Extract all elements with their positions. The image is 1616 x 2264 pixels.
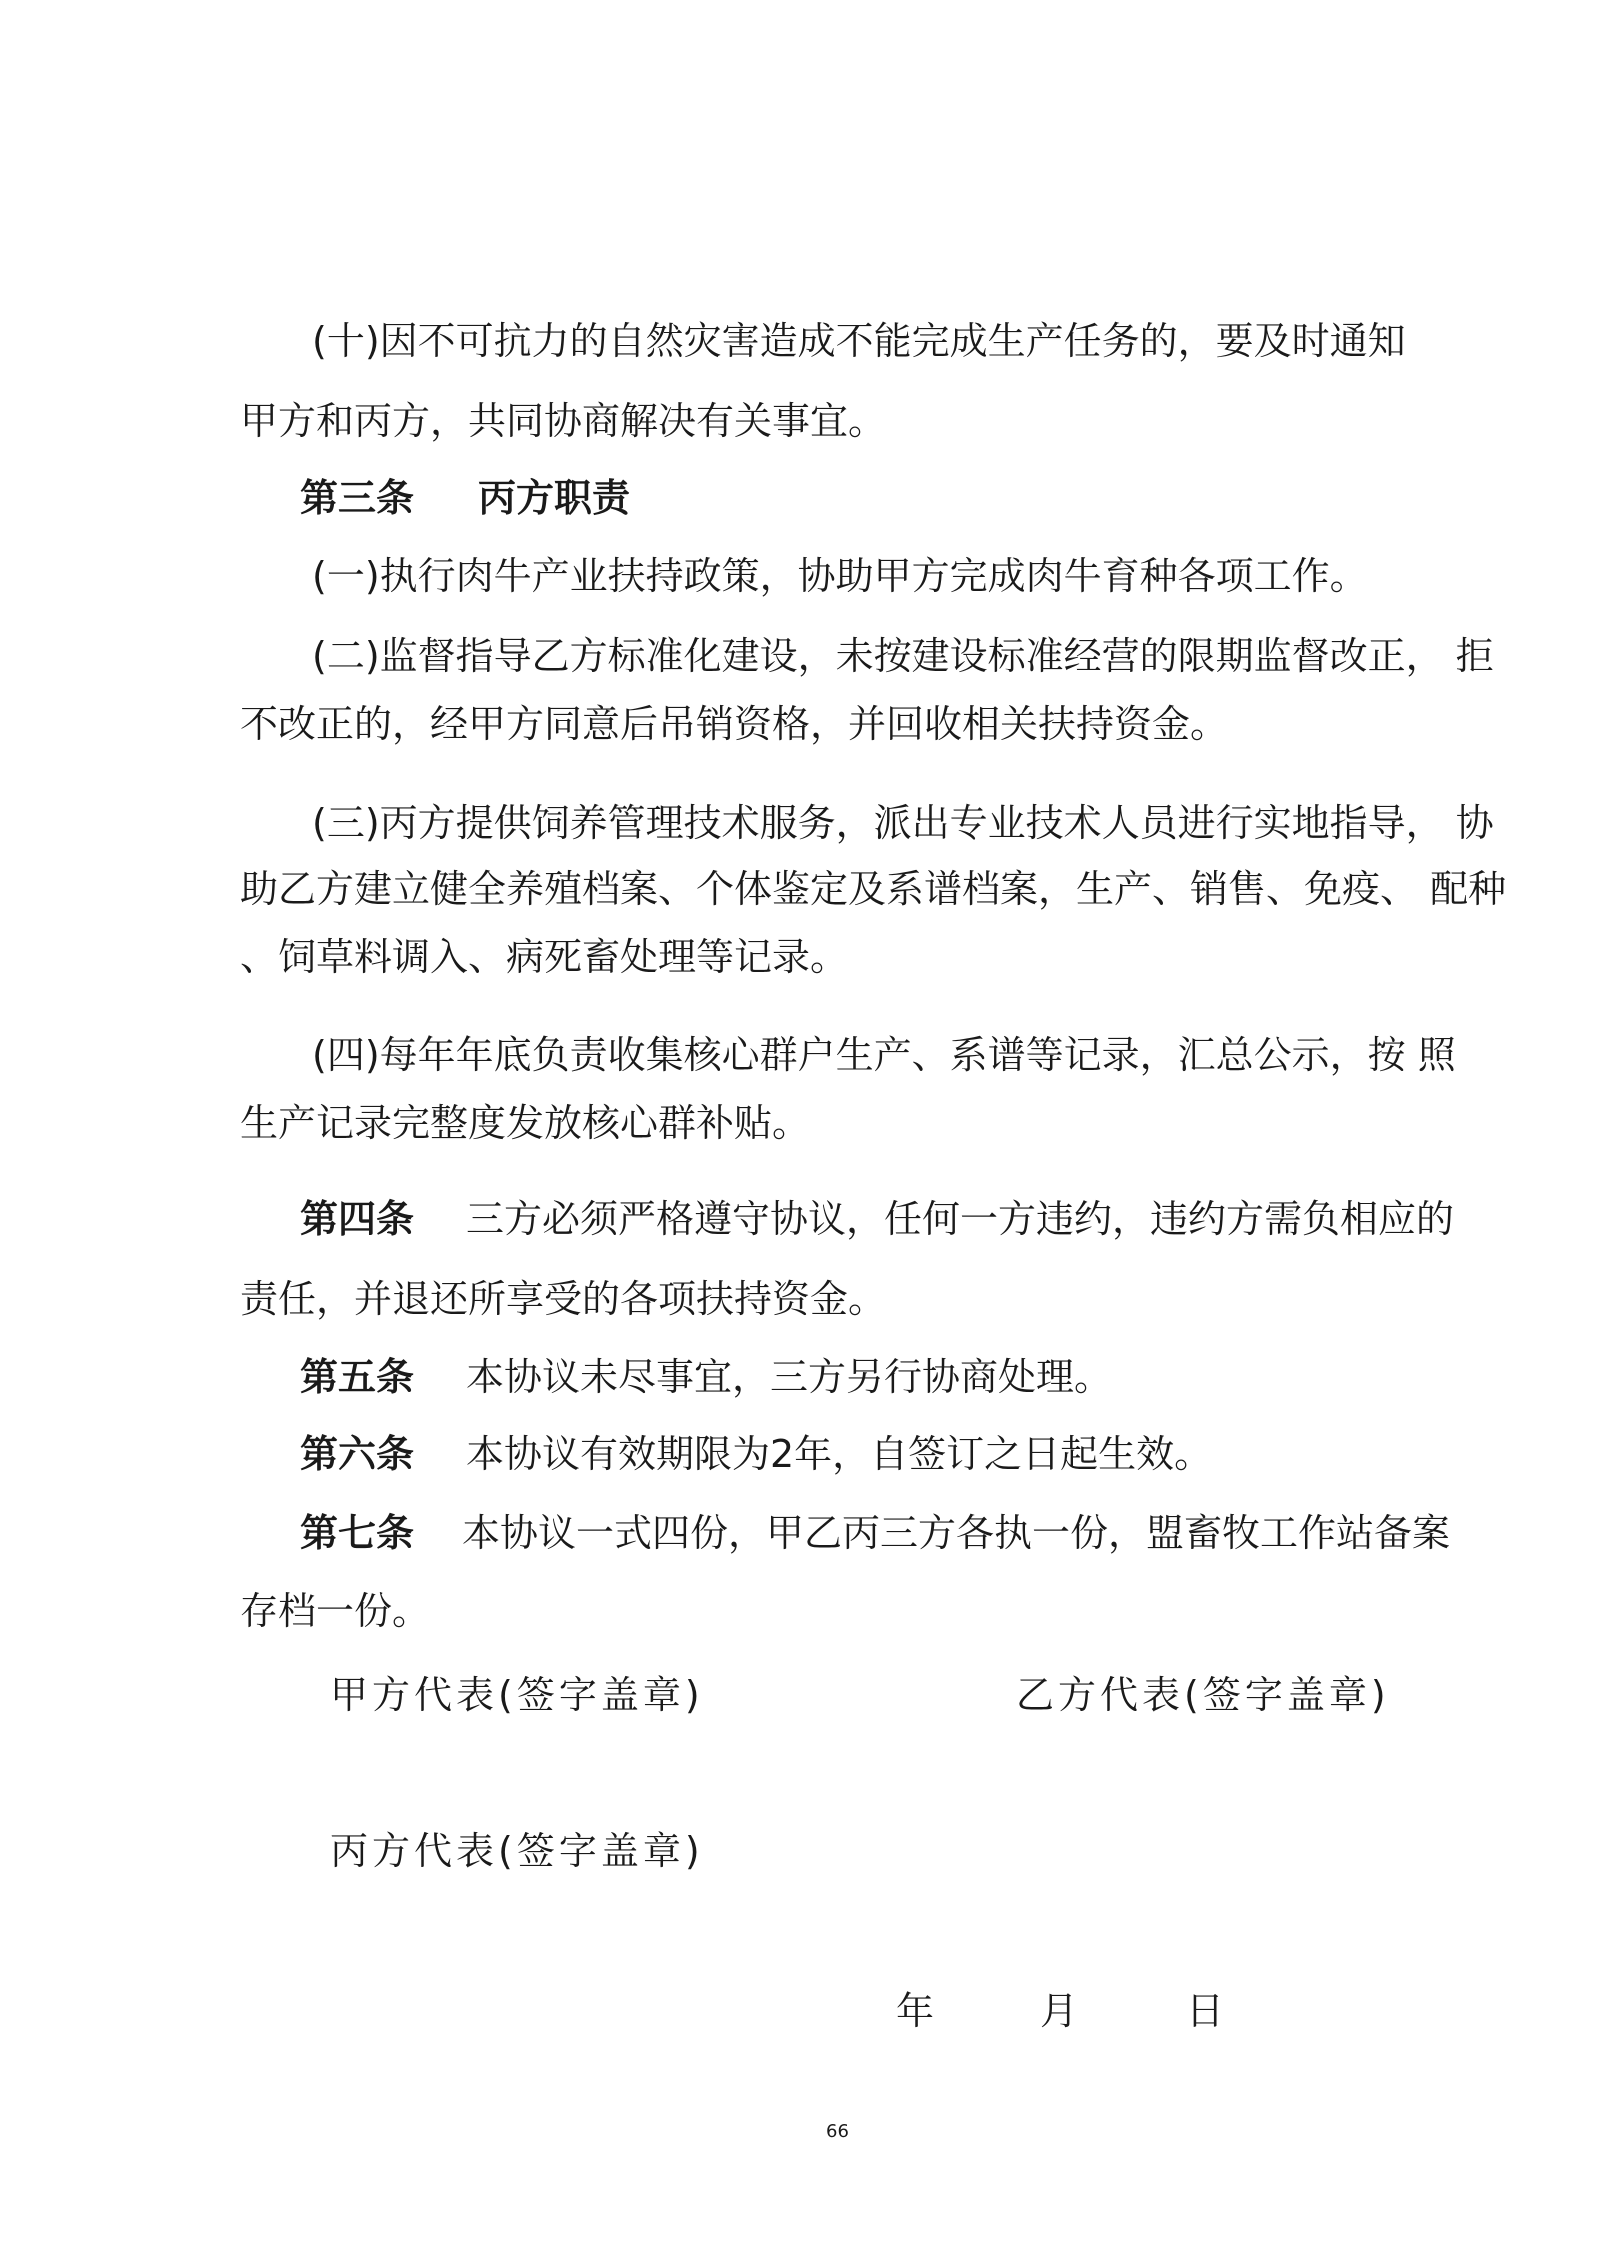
clause-10-line-1: (十)因不可抗力的自然灾害造成不能完成生产任务的，要及时通知 xyxy=(312,319,1406,363)
article-5-line-1: 本协议未尽事宜，三方另行协商处理。 xyxy=(466,1355,1113,1399)
article-7-line-1: 本协议一式四份，甲乙丙三方各执一份，盟畜牧工作站备案 xyxy=(462,1511,1451,1555)
article-3-heading: 第三条 xyxy=(300,476,415,520)
article-4-heading: 第四条 xyxy=(300,1197,415,1241)
article-6-line-1: 本协议有效期限为2年，自签订之日起生效。 xyxy=(466,1432,1213,1476)
clause-2-line-1: (二)监督指导乙方标准化建设，未按建设标准经营的限期监督改正， 拒 xyxy=(312,634,1494,678)
article-4-line-1: 三方必须严格遵守协议，任何一方违约，违约方需负相应的 xyxy=(466,1197,1455,1241)
signature-party-a: 甲方代表(签字盖章) xyxy=(330,1673,704,1717)
date-day: 日 xyxy=(1186,1989,1225,2033)
clause-4-line-2: 生产记录完整度发放核心群补贴。 xyxy=(240,1101,811,1145)
date-month: 月 xyxy=(1040,1989,1079,2033)
article-4-line-2: 责任，并退还所享受的各项扶持资金。 xyxy=(240,1277,887,1321)
clause-2-line-2: 不改正的，经甲方同意后吊销资格，并回收相关扶持资金。 xyxy=(240,702,1229,746)
clause-3-line-2: 助乙方建立健全养殖档案、个体鉴定及系谱档案，生产、销售、免疫、 配种 xyxy=(240,867,1507,911)
page-number: 66 xyxy=(826,2121,849,2142)
article-7-line-2: 存档一份。 xyxy=(240,1589,431,1633)
clause-10-line-2: 甲方和丙方，共同协商解决有关事宜。 xyxy=(240,399,887,443)
clause-3-line-3: 、饲草料调入、病死畜处理等记录。 xyxy=(240,935,849,979)
article-5-heading: 第五条 xyxy=(300,1355,415,1399)
signature-party-b: 乙方代表(签字盖章) xyxy=(1016,1673,1390,1717)
article-3-title: 丙方职责 xyxy=(478,476,631,520)
clause-1-line-1: (一)执行肉牛产业扶持政策，协助甲方完成肉牛育种各项工作。 xyxy=(312,554,1368,598)
clause-4-line-1: (四)每年年底负责收集核心群户生产、系谱等记录，汇总公示，按 照 xyxy=(312,1033,1456,1077)
signature-party-c: 丙方代表(签字盖章) xyxy=(330,1829,704,1873)
article-6-heading: 第六条 xyxy=(300,1432,415,1476)
article-7-heading: 第七条 xyxy=(300,1511,415,1555)
date-year: 年 xyxy=(896,1989,935,2033)
clause-3-line-1: (三)丙方提供饲养管理技术服务，派出专业技术人员进行实地指导， 协 xyxy=(312,801,1494,845)
